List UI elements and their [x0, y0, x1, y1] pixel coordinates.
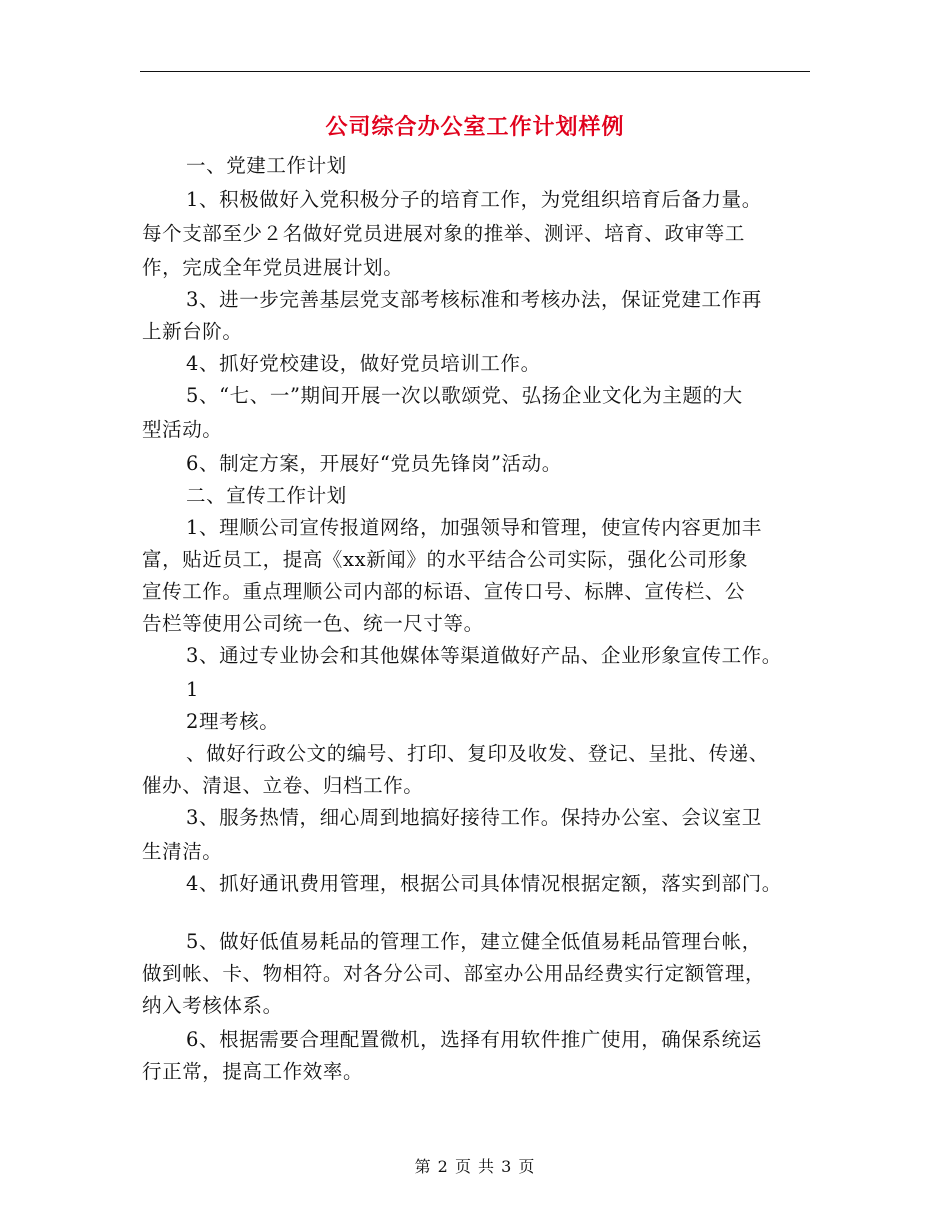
header-rule [140, 71, 810, 72]
paragraph-line: 宣传工作。重点理顺公司内部的标语、宣传口号、标牌、宣传栏、公 [142, 580, 746, 603]
paragraph-line: 6、制定方案，开展好“党员先锋岗”活动。 [186, 452, 562, 475]
paragraph-line: 告栏等使用公司统一色、统一尺寸等。 [142, 612, 484, 635]
paragraph-line: 5、“七、一”期间开展一次以歌颂党、弘扬企业文化为主题的大 [186, 384, 743, 407]
paragraph-line: 每个支部至少２名做好党员进展对象的推举、测评、培育、政审等工 [142, 222, 746, 245]
section-heading: 二、宣传工作计划 [186, 484, 347, 507]
paragraph-line: 、做好行政公文的编号、打印、复印及收发、登记、呈批、传递、 [186, 742, 769, 765]
paragraph-line: 富，贴近员工，提高《xx新闻》的水平结合公司实际，强化公司形象 [142, 548, 749, 571]
paragraph-line: 催办、清退、立卷、归档工作。 [142, 774, 424, 797]
paragraph-line: 1、积极做好入党积极分子的培育工作，为党组织培育后备力量。 [186, 188, 762, 211]
paragraph-line: 生清洁。 [142, 840, 223, 863]
document-title: 公司综合办公室工作计划样例 [325, 114, 625, 140]
paragraph-line: 作，完成全年党员进展计划。 [142, 256, 404, 279]
paragraph-line: 纳入考核体系。 [142, 994, 283, 1017]
paragraph-line: 3、通过专业协会和其他媒体等渠道做好产品、企业形象宣传工作。 [186, 644, 782, 667]
page-footer [0, 1154, 950, 1177]
paragraph-line: 行正常，提高工作效率。 [142, 1060, 364, 1083]
page-number-label: 第 2 页 共 3 页 [414, 1157, 536, 1176]
paragraph-line: 3、进一步完善基层党支部考核标准和考核办法，保证党建工作再 [186, 288, 762, 311]
section-heading: 一、党建工作计划 [186, 154, 347, 177]
paragraph-line: 4、抓好党校建设，做好党员培训工作。 [186, 352, 541, 375]
paragraph-line: 型活动。 [142, 418, 223, 441]
paragraph-line: 做到帐、卡、物相符。对各分公司、部室办公用品经费实行定额管理， [142, 962, 766, 985]
paragraph-line: 4、抓好通讯费用管理，根据公司具体情况根据定额，落实到部门。 [186, 872, 782, 895]
paragraph-line: 2理考核。 [186, 710, 280, 733]
paragraph-line: 1 [186, 678, 200, 701]
paragraph-line: 3、服务热情，细心周到地搞好接待工作。保持办公室、会议室卫 [186, 806, 762, 829]
paragraph-line: 5、做好低值易耗品的管理工作，建立健全低值易耗品管理台帐， [186, 930, 762, 953]
paragraph-line: 6、根据需要合理配置微机，选择有用软件推广使用，确保系统运 [186, 1028, 762, 1051]
paragraph-line: 上新台阶。 [142, 320, 243, 343]
paragraph-line: 1、理顺公司宣传报道网络，加强领导和管理，使宣传内容更加丰 [186, 516, 762, 539]
